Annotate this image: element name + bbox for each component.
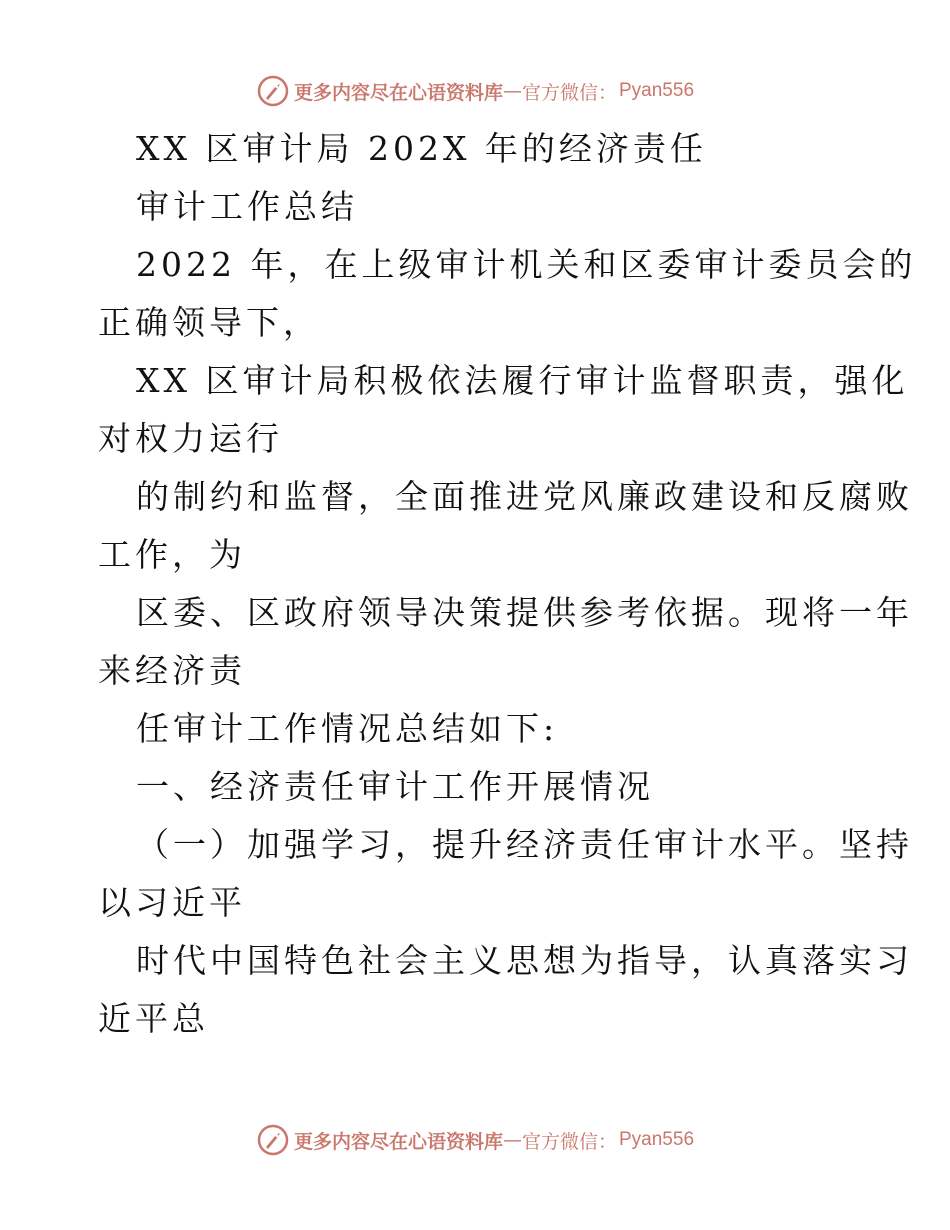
document-body (98, 120, 917, 1048)
watermark-wechat-id: Pyan556 (619, 1129, 695, 1150)
text-line: 的制约和监督，全面推进党风廉政建设和反腐败 (136, 477, 913, 516)
text-line: 近平总 (98, 999, 209, 1038)
watermark-wechat-label: 官方微信： (521, 1130, 617, 1153)
text-line: 以习近平 (98, 883, 246, 922)
text-line: 审计工作总结 (136, 187, 358, 226)
text-line: 一、经济责任审计工作开展情况 (136, 767, 654, 806)
text-line: 工作，为 (98, 535, 246, 574)
text-line: 任审计工作情况总结如下: (136, 709, 559, 748)
pen-nib-logo-icon (256, 74, 290, 108)
watermark-wechat-id: Pyan556 (619, 80, 695, 101)
text-line: 时代中国特色社会主义思想为指导，认真落实习 (136, 941, 913, 980)
text-line: XX 区审计局积极依法履行审计监督职责，强化 (136, 361, 909, 400)
text-line: 正确领导下， (98, 303, 320, 342)
text-line: （一）加强学习，提升经济责任审计水平。坚持 (136, 825, 913, 864)
text-line: 对权力运行 (98, 419, 283, 458)
watermark-banner-bottom (0, 1120, 950, 1160)
watermark-main-text: 更多内容尽在心语资料库 (293, 1130, 503, 1153)
text-line: 区委、区政府领导决策提供参考依据。现将一年 (136, 593, 913, 632)
watermark-main-text: 更多内容尽在心语资料库 (293, 81, 503, 104)
text-line: XX 区审计局 202X 年的经济责任 (136, 129, 707, 168)
watermark-separator: — (502, 1129, 522, 1151)
watermark-banner-top (0, 71, 950, 111)
text-line: 来经济责 (98, 651, 246, 690)
text-line: 2022 年，在上级审计机关和区委审计委员会的 (136, 245, 917, 284)
pen-nib-logo-icon (256, 1123, 290, 1157)
watermark-wechat-label: 官方微信： (521, 81, 617, 104)
watermark-separator: — (502, 80, 522, 102)
